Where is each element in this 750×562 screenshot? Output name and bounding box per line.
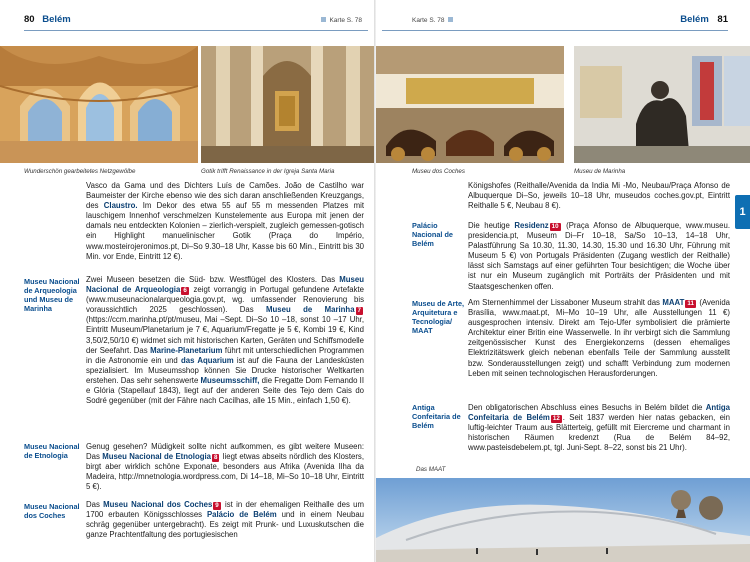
text-run: Das <box>86 500 104 509</box>
map-number-badge: 6 <box>183 287 187 295</box>
text-run: ist in der ehemaligen Reithalle des um 1700 erbauten Königsschlosses <box>86 500 364 520</box>
paragraph <box>86 442 364 492</box>
header-rule <box>24 30 368 31</box>
text-run: Im Dekor des etwa 55 auf 55 m messenden Platzes mit lauschigem Innenhof verschmelzen Kunstelemente aus Europa mit jenen der damals neu entdeckten Kolonien – zierlich-verspielt, zugleich gemessen-gotisch ein Highlight manuelinischer Gotik (Praça do Império, www.mosteirojeronimos.pt, Di–So 9.30–18 Uhr, Kasse bis 60 Min., Eintritt bis 30 Min. vor Ende, Eintritt 12 €). <box>86 201 364 261</box>
text-run: führt mit unterschiedlichen Programmen in die Astronomie ein und <box>86 345 365 365</box>
text-run: (Avenida Brasília, www.maat.pt, Mi–Mo 10–19 Uhr, alle Ausstellungen 11 €) ausgesprochen intensiv. Direkt am Tejo-Ufer symbolisiert die prämierte Architektur einer Britin eine Wasserwelle. In ihr verbirgt sich die Sammlung zeitgenössischer Kunst des Energiekonzerns (dessen ehemaliges Elektrizitätswerk gleich nebenan ebenfalls Teile der Sammlung ausstellt bzw. Sonderausstellungen zeigt) und schafft Verbindung zum modernen Leben mit seinen technologischen Herausforderungen. <box>468 298 730 378</box>
page-number: 80 <box>24 14 35 25</box>
text-run: Zwei Museen besetzen die Süd- bzw. Westflügel des Klosters. Das <box>86 275 340 284</box>
text-run: die Fregatte Dom Fernando II e Glória (Stapellauf 1843), liegt auf der anderen Seite des Tejo dem Cais do Sodré gegenüber (mit der Fähre nach Cacilhas, alle 15 Min., einfach 1,50 €). <box>86 375 364 406</box>
section-title: Belém <box>42 14 71 25</box>
photo-igreja-santa-maria <box>201 46 374 163</box>
left-page-header <box>24 14 71 25</box>
highlighted-term: Museumsschiff, <box>200 375 260 385</box>
map-number-badge: 12 <box>552 415 560 423</box>
map-number-badge: 9 <box>215 502 219 509</box>
caption-maat: Das MAAT <box>416 466 446 473</box>
map-reference-label: Karte S. 78 <box>412 17 445 24</box>
text-run: ist auf die Fauna der Landesküsten spezialisiert. Im Museumsshop können Sie Drucke historischer Weltkarten erstehen. Das sehr sehenswerte <box>86 355 364 385</box>
sidebar-label-maat: Museu de Arte, Arquitetura e Tecnologia/ MAAT <box>412 299 465 335</box>
text-run: Den obligatorischen Abschluss eines Besuchs in Belém bildet die <box>468 403 706 412</box>
sidebar-label-palacio: Palácio Nacional de Belém <box>412 221 453 248</box>
highlighted-term: Museu Nacional de Arqueologia <box>86 275 364 295</box>
text-run: und in einem Neubau schräg gegenüber untergebracht). Es zeigt mit Prunk- und Luxuskutschen die ganze Prachtentfaltung des portugiesischen <box>86 510 364 540</box>
map-marker-icon <box>448 17 453 22</box>
paragraph <box>86 500 364 540</box>
caption-igreja: Gotik trifft Renaissance in der Igreja Santa Maria <box>201 168 335 175</box>
text-run: (Praça Afonso de Albuquerque, www.museu. presidencia.pt, Museum Di–Fr 10–18, Sa/So 10–13, 14–18 Uhr, Palastführung Sa 10.30, 11.30, 14.30, 15.30 und 16.30 Uhr, Führung mit Museum 5 €) von Portugals Präsidenten (Zugang westlich der Reithalle) lässt sich Samstags auf einer geführten Tour besichtigen; die Woche über ist nur ein Museum zugänglich mit Porträits der Präsidenten und mit Staatsgeschenken offen. <box>468 221 730 291</box>
caption-museu-coches: Museu dos Coches <box>412 168 465 175</box>
text-run: liegt etwas abseits nördlich des Klosters, birgt aber wirklich schöne Exponate, besonders aus Afrika (Avenida Ilha da Madeira, http://mnetnologia.wordpress.com, Di 14–18, Mi–So 10–18 Uhr, Eintritt 5 €). <box>86 452 364 492</box>
right-page-header <box>680 14 728 25</box>
right-page <box>376 0 750 562</box>
highlighted-term: Museu Nacional de Etnologia <box>102 452 211 462</box>
text-run: (https://ccm.marinha.pt/pt/museu, Mai –Sept. Di–So 10 –18, sonst 10 –17 Uhr, Eintritt Museum/Planetarium je 7 €, Aquarium/Fregatte je 5 €, Kombi 19 €, Kind 3,50/2,50/10 €) widmet sich mit historischen Karten, Geräten und Schiffsmodelle der Seefahrt. Das <box>86 315 364 355</box>
page-number: 81 <box>717 14 728 25</box>
map-reference <box>412 17 455 24</box>
sidebar-label-coches: Museu Nacional dos Coches <box>24 502 80 520</box>
highlighted-term: das Aquarium <box>180 355 234 365</box>
text-run: Genug gesehen? Müdigkeit sollte nicht aufkommen, es gibt weitere Museen: Das <box>86 442 364 462</box>
paragraph <box>468 298 730 379</box>
highlighted-term: Residenz <box>514 221 549 230</box>
text-run: Vasco da Gama und des Dichters Luís de Camões. João de Castilho war Baumeister der Kirche ebenso wie des sich daran anschließenden Kreuzgangs, des <box>86 181 364 211</box>
map-reference <box>319 17 362 24</box>
highlighted-term: Claustro. <box>103 201 138 211</box>
section-title: Belém <box>680 14 709 25</box>
photo-museu-marinha <box>574 46 750 163</box>
sidebar-label-etnologia: Museu Nacional de Etnologia <box>24 442 80 460</box>
text-run: . Seit 1837 werden hier natas gebacken, ein luftig-leichter Traum aus Blätterteig, gefüllt mit Eiercreme und charmant in historischen Räumen kredenzt (Rua de Belém 84–92, www.pasteisdebelem.pt, tgl. Juni-Sept. 8–22, sonst bis 21 Uhr). <box>468 413 730 453</box>
header-rule <box>382 30 728 31</box>
map-number-badge: 7 <box>357 307 361 315</box>
left-page <box>0 0 374 562</box>
highlighted-term: MAAT <box>662 298 685 307</box>
sidebar-label-arqueologia: Museu Nacional de Arqueologia und Museu de Marinha <box>24 277 80 313</box>
paragraph <box>86 181 364 262</box>
highlighted-term: Museu de Marinha <box>266 305 355 315</box>
map-number-badge: 10 <box>551 223 559 230</box>
text-run: zeigt vorrangig in Portugal gefundene Artefakte (www.museunacionalarqueologia.gov.pt, wg. umfassender Renovierung bis voraussichtlich 2025 geschlossen). Das <box>86 285 365 315</box>
photo-museu-coches <box>376 46 564 163</box>
chapter-tab: 1 <box>735 195 750 229</box>
map-number-badge: 11 <box>687 300 694 307</box>
map-reference-label: Karte S. 78 <box>329 17 362 24</box>
paragraph <box>468 221 730 292</box>
photo-cloister-vault <box>0 46 198 163</box>
highlighted-term: Marine-Planetarium <box>150 345 223 355</box>
highlighted-term: Antiga Confeitaria de Belém <box>468 403 730 423</box>
paragraph <box>468 403 730 453</box>
photo-maat <box>376 478 750 562</box>
caption-netzgewoelbe: Wunderschön gearbeitetes Netzgewölbe <box>24 168 136 175</box>
map-marker-icon <box>321 17 326 22</box>
highlighted-term: Palácio de Belém <box>206 510 277 520</box>
map-number-badge: 8 <box>214 454 218 462</box>
caption-museu-marinha: Museu de Marinha <box>574 168 626 175</box>
text-run: Die heutige <box>468 221 515 230</box>
paragraph <box>468 181 730 211</box>
text-run: Königshofes (Reithalle/Avenida da India Mi -Mo, Neubau/Praça Afonso de Albuquerque Di–So, jeweils 10–18 Uhr, museudos coches.gov.pt, Eintritt Reithalle 5 €, Neubau 8 €). <box>468 181 730 211</box>
paragraph <box>86 275 364 406</box>
highlighted-term: Museu Nacional dos Coches <box>103 500 213 509</box>
text-run: Am Sternenhimmel der Lissaboner Museum strahlt das <box>468 298 663 307</box>
sidebar-label-confeitaria: Antiga Confeitaria de Belém <box>412 403 461 430</box>
